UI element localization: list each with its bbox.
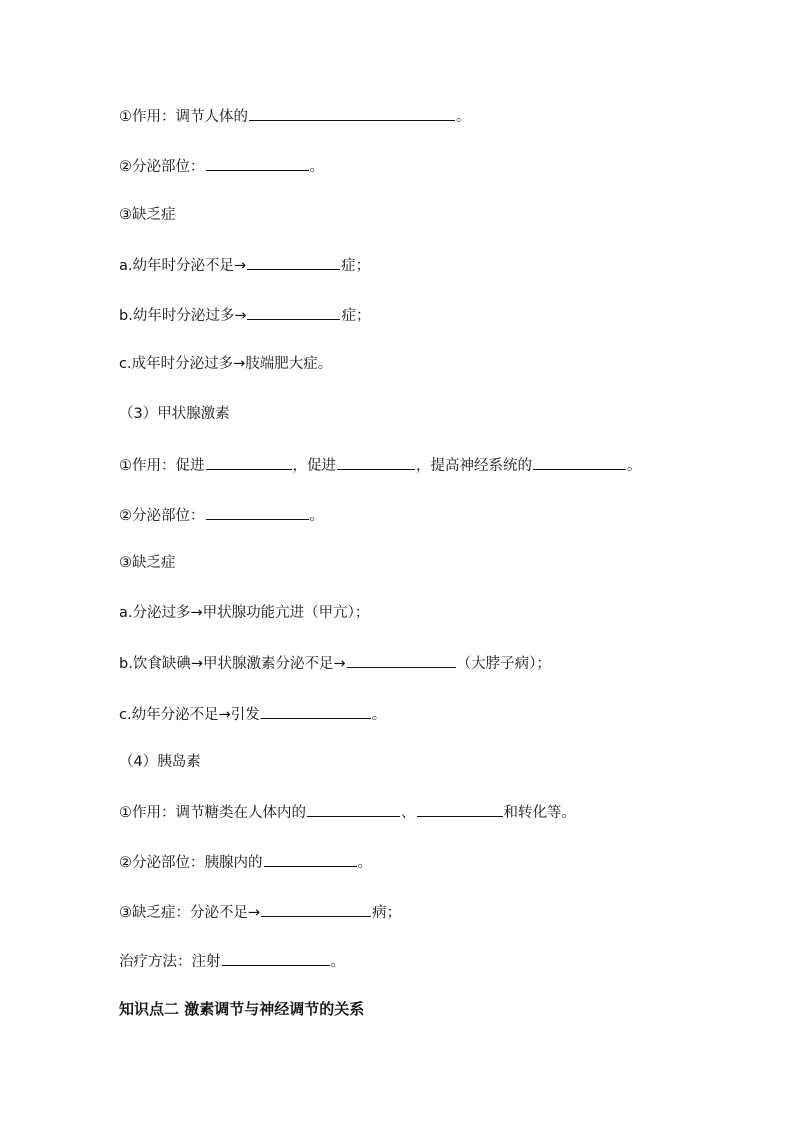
fill-blank[interactable] [307, 801, 400, 817]
growth-hormone-secretion-site: ②分泌部位： 。 [119, 155, 324, 177]
deficiency-heading: ③缺乏症 [119, 207, 176, 223]
deficiency-heading: ③缺乏症 [119, 555, 176, 571]
fill-blank[interactable] [337, 454, 415, 470]
insulin-treatment: 治疗方法：注射 。 [119, 950, 345, 972]
fill-blank[interactable] [247, 254, 340, 270]
deficiency-item-a: a.幼年时分泌不足→ 症； [119, 254, 370, 276]
fill-blank[interactable] [264, 851, 357, 867]
thyroid-function: ①作用：促进 ，促进 ，提高神经系统的 。 [119, 454, 642, 476]
fill-blank[interactable] [417, 801, 503, 817]
fill-blank[interactable] [206, 504, 309, 520]
deficiency-item-b: b.幼年时分泌过多→ 症； [119, 304, 370, 326]
fill-blank[interactable] [206, 155, 309, 171]
thyroid-item-a: a.分泌过多→甲状腺功能亢进（甲亢）； [119, 605, 370, 621]
fill-blank[interactable] [247, 304, 340, 320]
fill-blank[interactable] [347, 652, 456, 668]
fill-blank[interactable] [533, 454, 626, 470]
thyroid-secretion-site: ②分泌部位： 。 [119, 504, 324, 526]
fill-blank[interactable] [222, 950, 330, 966]
growth-hormone-function: ①作用：调节人体的 。 [119, 105, 471, 127]
knowledge-point-heading: 知识点二 激素调节与神经调节的关系 [119, 1000, 365, 1018]
fill-blank[interactable] [249, 105, 455, 121]
fill-blank[interactable] [261, 703, 371, 719]
fill-blank[interactable] [261, 901, 371, 917]
thyroid-item-b: b.饮食缺碘→甲状腺激素分泌不足→ （大脖子病）； [119, 652, 551, 674]
insulin-function: ①作用：调节糖类在人体内的 、 和转化等。 [119, 801, 576, 823]
deficiency-item-c: c.成年时分泌过多→肢端肥大症。 [119, 356, 333, 372]
thyroid-item-c: c.幼年分泌不足→引发 。 [119, 703, 386, 725]
section-thyroid-heading: （3）甲状腺激素 [119, 406, 230, 422]
insulin-deficiency: ③缺乏症：分泌不足→ 病； [119, 901, 401, 923]
fill-blank[interactable] [206, 454, 292, 470]
section-insulin-heading: （4）胰岛素 [119, 754, 201, 770]
insulin-secretion-site: ②分泌部位：胰腺内的 。 [119, 851, 372, 873]
